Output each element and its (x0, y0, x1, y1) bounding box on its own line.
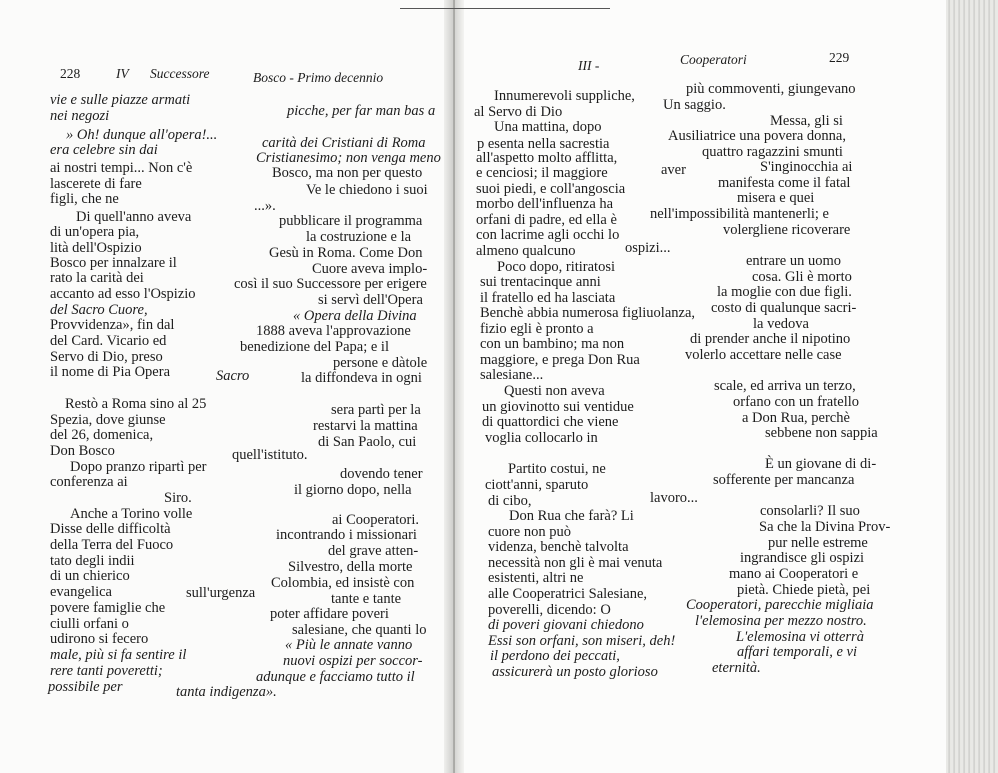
text-line: evangelica (50, 584, 112, 600)
text-line: pietà. Chiede pietà, pei (737, 582, 871, 598)
text-line: Ve le chiedono i suoi (306, 182, 428, 198)
text-line: ciott'anni, sparuto (485, 477, 589, 493)
right-running-head-title: Cooperatori (680, 52, 747, 67)
text-line: salesiane, che quanti lo (292, 622, 427, 638)
text-line: Cristianesimo; non venga meno (256, 150, 441, 166)
text-line: Gesù in Roma. Come Don (269, 245, 423, 261)
text-line: Questi non aveva (504, 383, 605, 399)
text-line: p esenta nella sacrestia (477, 136, 610, 152)
text-line: il giorno dopo, nella (294, 482, 412, 498)
text-line: l'elemosina per mezzo nostro. (695, 613, 867, 629)
text-line: volergliene ricoverare (723, 222, 851, 238)
text-line: un giovinotto sui ventidue (482, 399, 634, 415)
text-line: la moglie con due figli. (717, 284, 852, 300)
text-line: Spezia, dove giunse (50, 412, 166, 428)
text-line: picche, per far man bas a (287, 103, 436, 119)
text-line: misera e quei (737, 190, 815, 206)
text-line: della Terra del Fuoco (50, 537, 174, 553)
text-line: « Più le annate vanno (285, 637, 413, 653)
text-line: Disse delle difficoltà (50, 521, 171, 537)
text-line: Anche a Torino volle (70, 506, 193, 522)
text-line: restarvi la mattina (313, 418, 418, 434)
text-line: manifesta come il fatal (718, 175, 851, 191)
text-line: salesiane... (480, 367, 544, 383)
text-line: volerlo accettare nelle case (685, 347, 842, 363)
text-line: del 26, domenica, (50, 427, 154, 443)
text-line: voglia collocarlo in (485, 430, 598, 446)
text-line: il fratello ed ha lasciata (480, 290, 616, 306)
text-line: vie e sulle piazze armati (50, 92, 191, 108)
text-line: ...». (254, 198, 276, 214)
text-line: pur nelle estreme (768, 535, 868, 551)
text-line: si servì dell'Opera (318, 292, 423, 308)
text-line: Silvestro, della morte (288, 559, 413, 575)
text-line: così il suo Successore per erigere (234, 276, 427, 292)
left-page-number: 228 (60, 66, 81, 81)
text-line: sera partì per la (331, 402, 421, 418)
text-line: eternità. (712, 660, 761, 676)
text-line: cuore non può (488, 524, 571, 540)
text-line: Cuore aveva implo- (312, 261, 428, 277)
text-line: « Opera della Divina (293, 308, 417, 324)
text-line: di poveri giovani chiedono (488, 617, 644, 633)
text-line: lità dell'Ospizio (50, 240, 142, 256)
text-line: sull'urgenza (186, 585, 256, 601)
text-line: alle Cooperatrici Salesiane, (488, 586, 648, 602)
text-line: almeno qualcuno (476, 243, 576, 259)
book-gutter (444, 0, 464, 773)
right-running-head-section: III - (578, 58, 600, 73)
text-line: 1888 aveva l'approvazione (256, 323, 411, 339)
text-line: Benchè abbia numerosa figliuolanza, (480, 305, 696, 321)
text-line: suoi piedi, e coll'angoscia (476, 181, 626, 197)
text-line: ai Cooperatori. (332, 512, 419, 528)
text-line: tanta indigenza». (176, 684, 277, 700)
left-running-head-section: IV (116, 66, 129, 81)
text-line: lavoro... (650, 490, 698, 506)
text-line: lascerete di fare (50, 176, 142, 192)
text-line: la diffondeva in ogni (301, 370, 422, 386)
left-running-head-title: Successore (150, 66, 210, 81)
text-line: Una mattina, dopo (494, 119, 602, 135)
left-running-head-subtitle: Bosco - Primo decennio (253, 70, 384, 85)
text-line: assicurerà un posto glorioso (492, 664, 658, 680)
text-line: S'inginocchia ai (760, 159, 853, 175)
text-line: con un bambino; ma non (480, 336, 625, 352)
text-line: conferenza ai (50, 474, 128, 490)
text-line: carità dei Cristiani di Roma (262, 135, 426, 151)
text-line: aver (661, 162, 686, 178)
text-line: a Don Rua, perchè (742, 410, 850, 426)
text-line: morbo dell'influenza ha (476, 196, 614, 212)
text-line: ai nostri tempi... Non c'è (50, 160, 193, 176)
text-line: del Sacro Cuore, (50, 302, 148, 318)
text-line: fizio egli è pronto a (480, 321, 594, 337)
text-line: necessità non gli è mai venuta (488, 555, 663, 571)
text-line: di un chierico (50, 568, 130, 584)
text-line: consolarli? Il suo (760, 503, 860, 519)
text-line: persone e dàtole (333, 355, 428, 371)
text-line: nuovi ospizi per soccor- (283, 653, 423, 669)
text-line: il perdono dei peccati, (490, 648, 620, 664)
text-line: incontrando i missionari (276, 527, 417, 543)
text-line: Ausiliatrice una povera donna, (668, 128, 846, 144)
text-line: entrare un uomo (746, 253, 842, 269)
text-line: all'aspetto molto afflitta, (476, 150, 618, 166)
page-edges (946, 0, 998, 773)
text-line: Partito costui, ne (508, 461, 606, 477)
text-line: di San Paolo, cui (318, 434, 417, 450)
text-line: ciulli orfani o (50, 616, 129, 632)
text-line: male, più si fa sentire il (50, 647, 187, 663)
text-line: Colombia, ed insistè con (271, 575, 415, 591)
text-line: videnza, benchè talvolta (488, 539, 629, 555)
text-line: più commoventi, giungevano (686, 81, 856, 97)
text-line: di quattordici che viene (482, 414, 619, 430)
text-line: Bosco per innalzare il (50, 255, 177, 271)
text-line: rere tanti poveretti; (50, 663, 163, 679)
text-line: Provvidenza», fin dal (50, 317, 175, 333)
text-line: figli, che ne (50, 191, 119, 207)
text-line: del grave atten- (328, 543, 419, 559)
text-line: costo di qualunque sacri- (711, 300, 857, 316)
text-line: scale, ed arriva un terzo, (714, 378, 856, 394)
text-line: Essi son orfani, son miseri, deh! (488, 633, 676, 649)
text-line: nell'impossibilità mantenerli; e (650, 206, 829, 222)
text-line: ingrandisce gli ospizi (740, 550, 865, 566)
text-line: Restò a Roma sino al 25 (65, 396, 207, 412)
text-line: quattro ragazzini smunti (702, 144, 843, 160)
text-line: Sa che la Divina Prov- (759, 519, 891, 535)
text-line: maggiore, e prega Don Rua (480, 352, 640, 368)
text-line: sebbene non sappia (765, 425, 878, 441)
text-line: pubblicare il programma (279, 213, 423, 229)
text-line: di prender anche il nipotino (690, 331, 851, 347)
text-line: tante e tante (331, 591, 402, 607)
text-line: Dopo pranzo ripartì per (70, 459, 207, 475)
text-line: adunque e facciamo tutto il (256, 669, 415, 685)
text-line: L'elemosina vi otterrà (736, 629, 864, 645)
text-line: accanto ad esso l'Ospizio (50, 286, 196, 302)
text-line: È un giovane di di- (765, 456, 877, 472)
text-line: e cenciosi; il maggiore (476, 165, 608, 181)
text-line: Un saggio. (663, 97, 726, 113)
text-line: esistenti, altri ne (488, 570, 584, 586)
text-line: affari temporali, e vi (737, 644, 858, 660)
text-line: rato la carità dei (50, 270, 144, 286)
text-line: di cibo, (488, 493, 532, 509)
text-line: » Oh! dunque all'opera!... (66, 127, 218, 143)
text-line: Di quell'anno aveva (76, 209, 192, 225)
text-line: la vedova (753, 316, 809, 332)
text-line: mano ai Cooperatori e (729, 566, 859, 582)
text-line: con lacrime agli occhi lo (476, 227, 620, 243)
text-line: nei negozi (50, 108, 110, 124)
text-line: era celebre sin dai (50, 142, 158, 158)
text-line: Siro. (164, 490, 192, 506)
text-line: cosa. Gli è morto (752, 269, 852, 285)
text-line: di un'opera pia, (50, 224, 140, 240)
text-line: sofferente per mancanza (713, 472, 855, 488)
text-line: Sacro (216, 368, 250, 384)
text-line: ospizi... (625, 240, 671, 256)
text-line: dovendo tener (340, 466, 423, 482)
text-line: Don Bosco (50, 443, 115, 459)
text-line: Cooperatori, parecchie migliaia (686, 597, 874, 613)
top-rule (400, 8, 610, 9)
text-line: tato degli indii (50, 553, 135, 569)
text-line: del Card. Vicario ed (50, 333, 167, 349)
text-line: Messa, gli si (770, 113, 843, 129)
text-line: sui trentacinque anni (480, 274, 601, 290)
text-line: Don Rua che farà? Li (509, 508, 634, 524)
text-line: possibile per (48, 679, 123, 695)
right-page-number: 229 (829, 50, 850, 65)
text-line: poverelli, dicendo: O (488, 602, 611, 618)
text-line: orfani di padre, ed ella è (476, 212, 617, 228)
text-line: povere famiglie che (50, 600, 166, 616)
text-line: poter affidare poveri (270, 606, 389, 622)
text-line: orfano con un fratello (733, 394, 860, 410)
text-line: benedizione del Papa; e il (240, 339, 389, 355)
text-line: quell'istituto. (232, 447, 308, 463)
text-line: Poco dopo, ritiratosi (497, 259, 616, 275)
text-line: la costruzione e la (306, 229, 412, 245)
text-line: Innumerevoli suppliche, (494, 88, 635, 104)
text-line: Bosco, ma non per questo (272, 165, 423, 181)
text-line: udirono si fecero (50, 631, 149, 647)
text-line: Servo di Dio, preso (50, 349, 163, 365)
text-line: il nome di Pia Opera (50, 364, 171, 380)
text-line: al Servo di Dio (474, 104, 563, 120)
